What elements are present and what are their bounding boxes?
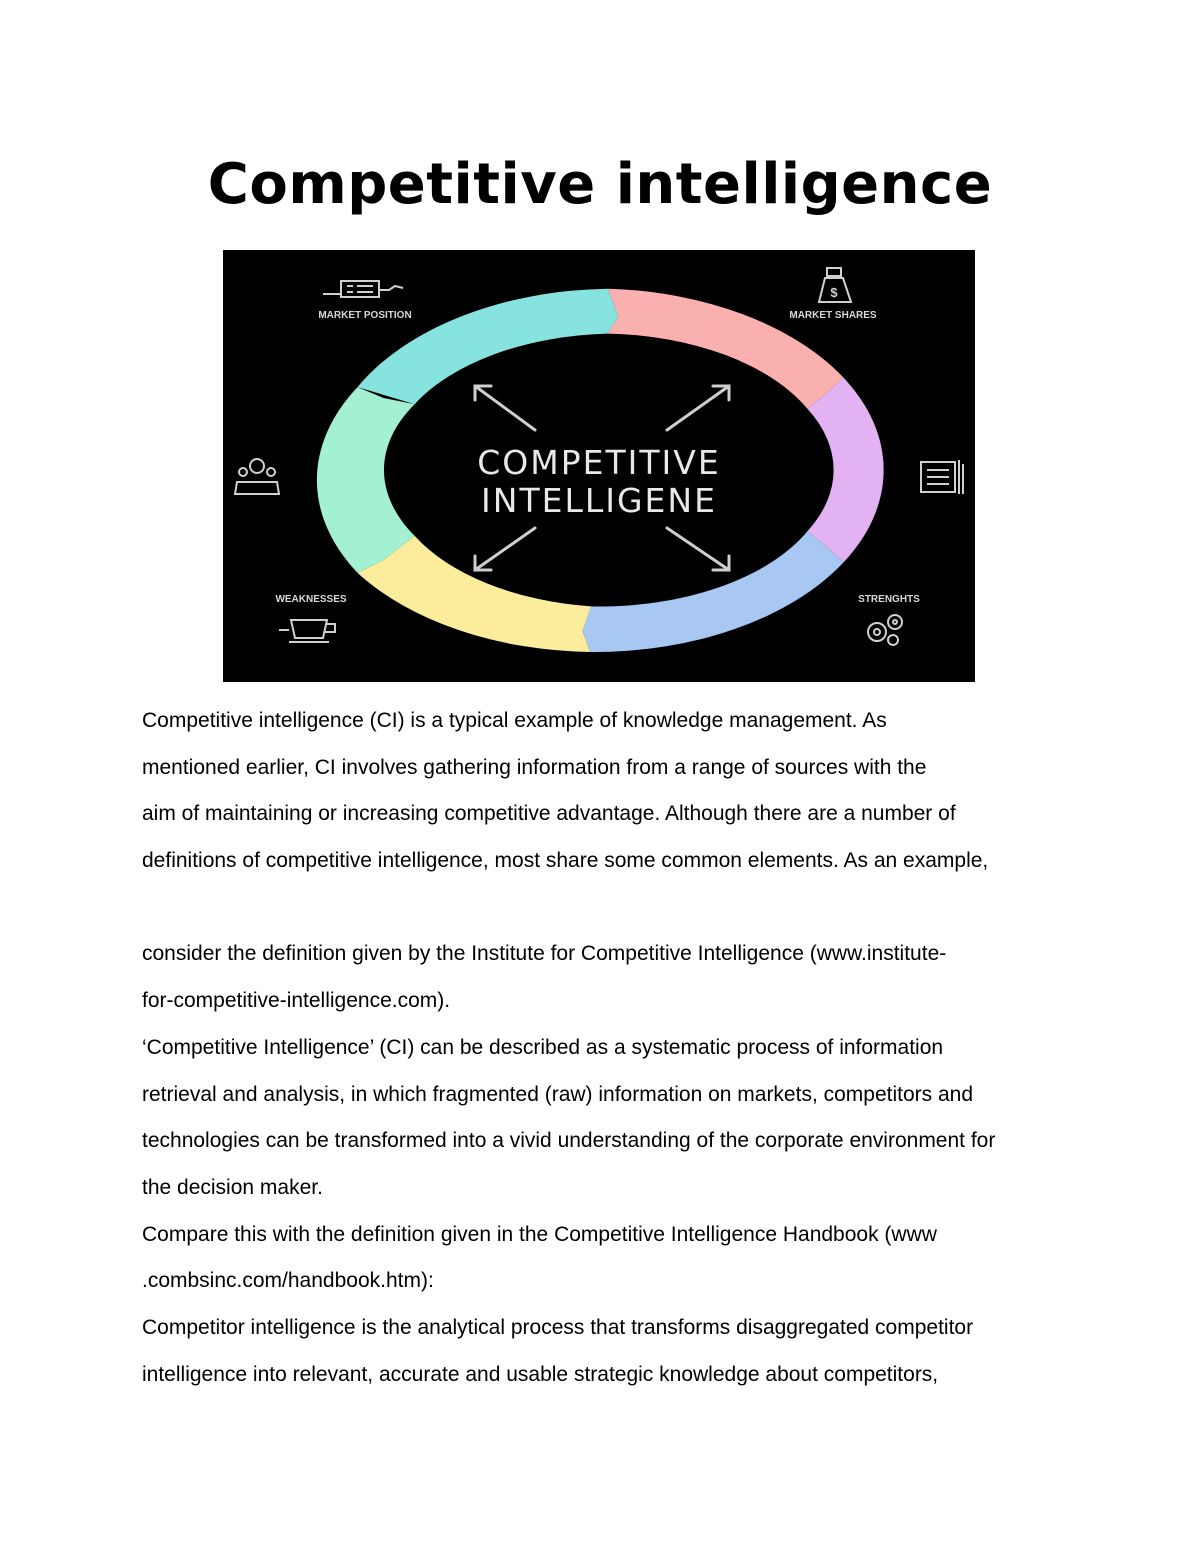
diagram-center-line1: COMPETITIVE: [477, 443, 721, 482]
competitive-intelligence-diagram: [223, 250, 975, 682]
diagram-center-line2: INTELLIGENE: [481, 481, 717, 520]
paragraph-line: technologies can be transformed into a vivid understanding of the corporate environment for: [142, 1129, 996, 1153]
paragraph-line: for-competitive-intelligence.com).: [142, 989, 451, 1013]
paragraph-line: the decision maker.: [142, 1175, 323, 1199]
paragraph-line: Compare this with the definition given in the Competitive Intelligence Handbook (www: [142, 1222, 937, 1246]
paragraph-line: aim of maintaining or increasing competitive advantage. Although there are a number of: [142, 802, 956, 826]
paragraph-line: retrieval and analysis, in which fragmented (raw) information on markets, competitors and: [142, 1082, 974, 1106]
paragraph-gap: [142, 885, 1042, 932]
paragraph-line: intelligence into relevant, accurate and usable strategic knowledge about competitors,: [142, 1362, 939, 1386]
paragraph-line: Competitor intelligence is the analytical process that transforms disaggregated competitor: [142, 1315, 974, 1339]
label-weaknesses: WEAKNESSES: [275, 594, 347, 605]
label-strenghts: STRENGHTS: [858, 594, 920, 605]
paragraph-line: consider the definition given by the Institute for Competitive Intelligence (www.institute-: [142, 942, 947, 966]
paragraph-line: ‘Competitive Intelligence’ (CI) can be described as a systematic process of information: [142, 1035, 944, 1059]
paragraph-line: Competitive intelligence (CI) is a typical example of knowledge management. As: [142, 709, 887, 732]
paragraph-line: definitions of competitive intelligence, most share some common elements. As an example,: [142, 849, 989, 873]
paragraph-line: mentioned earlier, CI involves gathering information from a range of sources with the: [142, 755, 927, 779]
label-market-shares: MARKET SHARES: [789, 310, 877, 321]
paragraph-line: .combsinc.com/handbook.htm):: [142, 1269, 434, 1293]
svg-text:$: $: [830, 285, 838, 300]
body-text: [142, 698, 1042, 1398]
page-title: Competitive intelligence: [207, 152, 993, 217]
label-market-position: MARKET POSITION: [318, 310, 412, 321]
